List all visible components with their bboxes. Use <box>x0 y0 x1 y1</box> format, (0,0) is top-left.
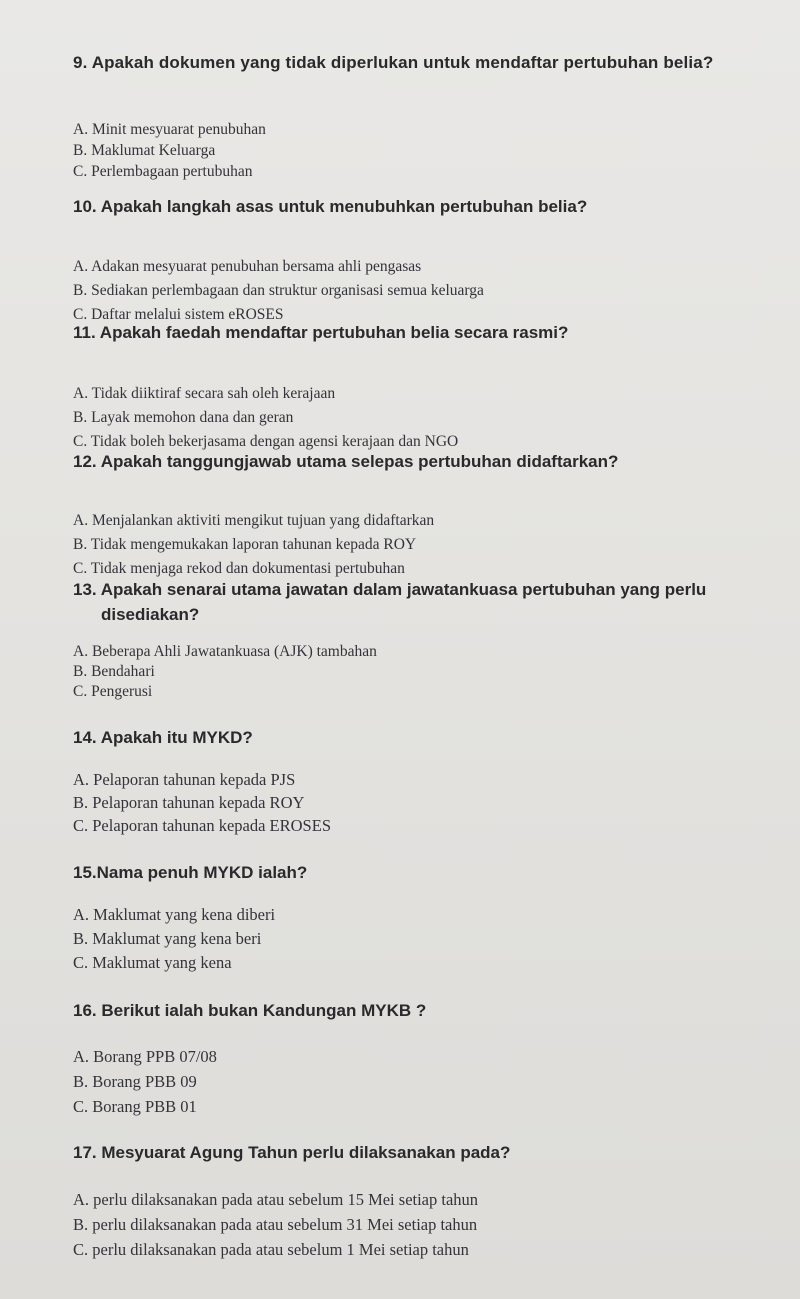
option-list <box>73 382 788 454</box>
option-c: C. perlu dilaksanakan pada atau sebelum 1 Mei setiap tahun <box>73 1240 469 1259</box>
option-list <box>73 903 788 975</box>
option-list <box>73 255 788 327</box>
question-text: 17. Mesyuarat Agung Tahun perlu dilaksanakan pada? <box>73 1143 511 1162</box>
question-text: 14. Apakah itu MYKD? <box>73 728 253 747</box>
option-c: C. Perlembagaan pertubuhan <box>73 163 253 180</box>
option-a: A. Minit mesyuarat penubuhan <box>73 121 266 138</box>
question-13 <box>73 577 788 702</box>
question-text: 10. Apakah langkah asas untuk menubuhkan pertubuhan belia? <box>73 197 588 216</box>
question-10 <box>73 194 788 327</box>
option-a: A. Pelaporan tahunan kepada PJS <box>73 770 296 789</box>
question-text: 12. Apakah tanggungjawab utama selepas pertubuhan didaftarkan? <box>73 452 619 471</box>
option-b: B. Pelaporan tahunan kepada ROY <box>73 793 305 812</box>
option-a: A. Adakan mesyuarat penubuhan bersama ahli pengasas <box>73 258 422 275</box>
option-a: A. perlu dilaksanakan pada atau sebelum 15 Mei setiap tahun <box>73 1190 479 1209</box>
option-a: A. Maklumat yang kena diberi <box>73 905 276 924</box>
question-14 <box>73 725 788 837</box>
question-11 <box>73 320 788 454</box>
option-a: A. Menjalankan aktiviti mengikut tujuan yang didaftarkan <box>73 512 435 529</box>
option-c: C. Daftar melalui sistem eROSES <box>73 306 284 323</box>
option-b: B. Borang PBB 09 <box>73 1072 197 1091</box>
option-list <box>73 509 788 581</box>
option-c: C. Borang PBB 01 <box>73 1097 197 1116</box>
question-text: 16. Berikut ialah bukan Kandungan MYKB ? <box>73 1001 427 1020</box>
option-c: C. Pelaporan tahunan kepada EROSES <box>73 816 331 835</box>
option-list <box>73 119 788 182</box>
option-b: B. Layak memohon dana dan geran <box>73 409 294 426</box>
option-a: A. Beberapa Ahli Jawatankuasa (AJK) tambahan <box>73 643 377 660</box>
question-text: 15.Nama penuh MYKD ialah? <box>73 863 308 882</box>
option-b: B. Sediakan perlembagaan dan struktur organisasi semua keluarga <box>73 282 484 299</box>
option-c: C. Tidak menjaga rekod dan dokumentasi pertubuhan <box>73 560 405 577</box>
option-a: A. Borang PPB 07/08 <box>73 1047 217 1066</box>
question-text: 11. Apakah faedah mendaftar pertubuhan belia secara rasmi? <box>73 323 569 342</box>
question-15 <box>73 860 788 975</box>
option-c: C. Pengerusi <box>73 683 153 700</box>
option-b: B. Tidak mengemukakan laporan tahunan kepada ROY <box>73 536 417 553</box>
option-list <box>73 1187 788 1262</box>
option-list <box>73 642 788 702</box>
option-b: B. Bendahari <box>73 663 155 680</box>
option-b: B. perlu dilaksanakan pada atau sebelum 31 Mei setiap tahun <box>73 1215 478 1234</box>
option-b: B. Maklumat yang kena beri <box>73 929 262 948</box>
question-16 <box>73 998 788 1119</box>
option-a: A. Tidak diiktiraf secara sah oleh kerajaan <box>73 385 336 402</box>
option-c: C. Maklumat yang kena <box>73 953 232 972</box>
question-9 <box>73 50 788 182</box>
option-c: C. Tidak boleh bekerjasama dengan agensi kerajaan dan NGO <box>73 433 459 450</box>
question-12 <box>73 449 788 581</box>
option-list <box>73 768 788 837</box>
option-b: B. Maklumat Keluarga <box>73 142 216 159</box>
question-17 <box>73 1140 788 1262</box>
question-text: 9. Apakah dokumen yang tidak diperlukan untuk mendaftar pertubuhan belia? <box>73 53 714 72</box>
question-text: 13. Apakah senarai utama jawatan dalam jawatankuasa pertubuhan yang perlu disediakan? <box>73 580 707 624</box>
option-list <box>73 1044 788 1119</box>
